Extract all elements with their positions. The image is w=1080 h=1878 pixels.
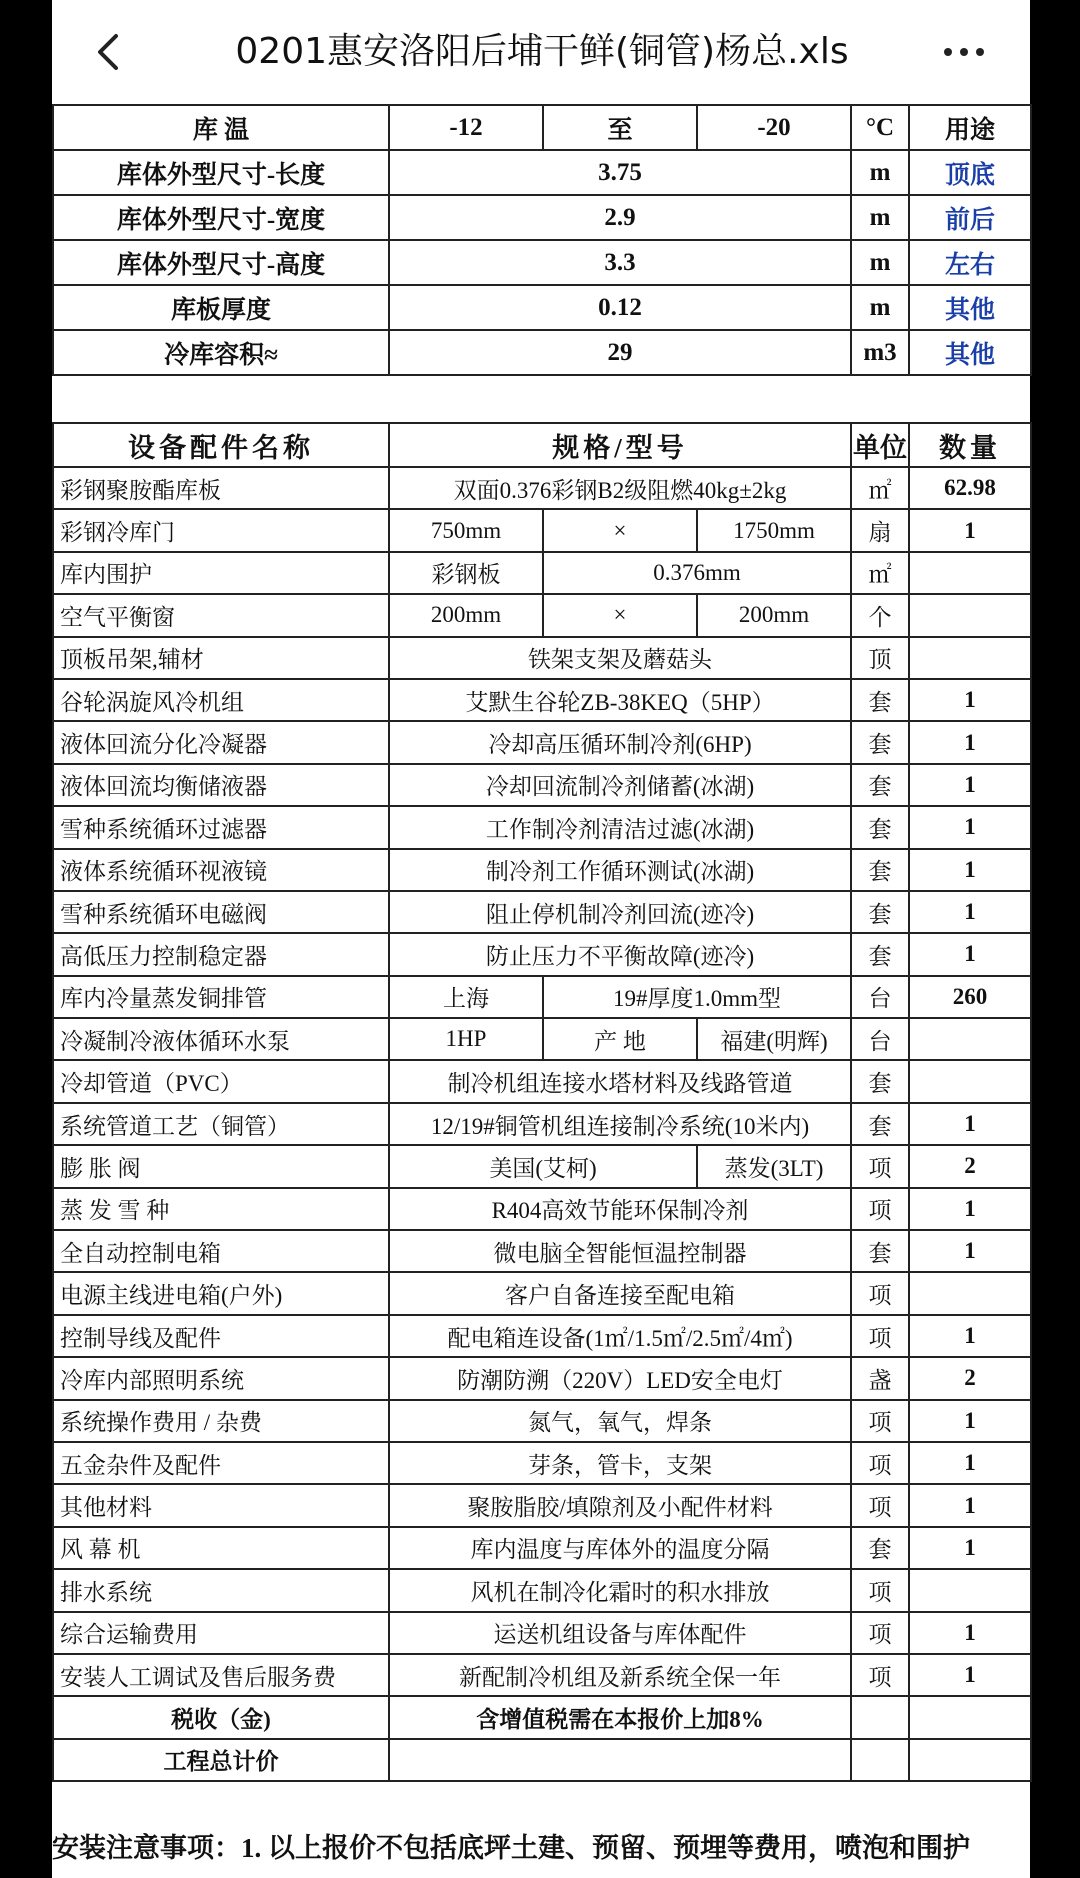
col-header-unit: 单位 [851,423,909,467]
equipment-row [53,1272,1031,1314]
empty-cell [851,1696,909,1738]
item-qty: 1 [909,1230,1031,1272]
item-name: 膨 胀 阀 [53,1145,389,1187]
spec-value: 0.12 [389,285,851,330]
item-spec: 制冷剂工作循环测试(冰湖) [389,849,851,891]
item-qty: 1 [909,933,1031,975]
col-header-qty: 数量 [909,423,1031,467]
equipment-row [53,1484,1031,1526]
spec-row [53,195,1031,240]
item-spec: 冷却高压循环制冷剂(6HP) [389,721,851,763]
equipment-row [53,467,1031,509]
item-spec: 艾默生谷轮ZB-38KEQ（5HP） [389,679,851,721]
spec-side: 其他 [909,330,1031,375]
item-name: 冷凝制冷液体循环水泵 [53,1018,389,1060]
item-qty [909,1060,1031,1102]
item-unit: 个 [851,594,909,636]
spreadsheet-view[interactable] [52,104,1030,1804]
item-unit: 套 [851,721,909,763]
item-unit: 扇 [851,509,909,551]
item-name: 液体回流分化冷凝器 [53,721,389,763]
item-spec: 氮气，氧气，焊条 [389,1400,851,1442]
item-spec-mid: 产 地 [543,1018,697,1060]
item-qty: 1 [909,1315,1031,1357]
equipment-row [53,1527,1031,1569]
item-spec: 双面0.376彩钢B2级阻燃40kg±2kg [389,467,851,509]
item-spec: 客户自备连接至配电箱 [389,1272,851,1314]
item-qty: 1 [909,1442,1031,1484]
item-name: 彩钢冷库门 [53,509,389,551]
item-name: 冷却管道（PVC） [53,1060,389,1102]
item-spec: 配电箱连设备(1㎡/1.5㎡/2.5㎡/4㎡) [389,1315,851,1357]
item-name: 彩钢聚胺酯库板 [53,467,389,509]
item-name: 空气平衡窗 [53,594,389,636]
equipment-row [53,594,1031,636]
spec-side: 前后 [909,195,1031,240]
equipment-row [53,1018,1031,1060]
item-name: 系统操作费用 / 杂费 [53,1400,389,1442]
spec-unit: m [851,285,909,330]
item-spec: 工作制冷剂清洁过滤(冰湖) [389,806,851,848]
empty-cell [851,1739,909,1781]
item-spec: 防潮防溯（220V）LED安全电灯 [389,1357,851,1399]
equipment-row [53,552,1031,594]
spec-label: 库体外型尺寸-宽度 [53,195,389,240]
spec-unit: m [851,240,909,285]
item-name: 液体回流均衡储液器 [53,764,389,806]
spec-side: 顶底 [909,150,1031,195]
item-name: 控制导线及配件 [53,1315,389,1357]
item-spec: R404高效节能环保制冷剂 [389,1188,851,1230]
col-header-spec: 规格/型号 [389,423,851,467]
item-name: 库内围护 [53,552,389,594]
item-spec-a: 200mm [389,594,543,636]
spec-unit: m3 [851,330,909,375]
item-spec-a: 上海 [389,976,543,1018]
item-name: 雪种系统循环电磁阀 [53,891,389,933]
item-qty [909,552,1031,594]
equipment-row [53,806,1031,848]
spec-label: 库体外型尺寸-长度 [53,150,389,195]
item-name: 雪种系统循环过滤器 [53,806,389,848]
phone-screen [52,0,1030,1878]
item-name: 排水系统 [53,1569,389,1611]
total-row [53,1739,1031,1781]
item-unit: 台 [851,1018,909,1060]
item-qty: 1 [909,721,1031,763]
item-name: 安装人工调试及售后服务费 [53,1654,389,1696]
item-name: 五金杂件及配件 [53,1442,389,1484]
total-label: 工程总计价 [53,1739,389,1781]
item-spec-b: 福建(明辉) [697,1018,851,1060]
item-spec: 微电脑全智能恒温控制器 [389,1230,851,1272]
item-spec-a: 1HP [389,1018,543,1060]
equipment-row [53,1060,1031,1102]
item-spec: 12/19#铜管机组连接制冷系统(10米内) [389,1103,851,1145]
item-spec-b: 蒸发(3LT) [697,1145,851,1187]
empty-cell [909,1696,1031,1738]
item-unit: 项 [851,1484,909,1526]
equipment-row [53,721,1031,763]
temp-to: 至 [543,105,697,150]
item-unit: 套 [851,891,909,933]
item-qty [909,594,1031,636]
item-unit: 项 [851,1569,909,1611]
temp-low: -12 [389,105,543,150]
item-unit: 项 [851,1188,909,1230]
equipment-header-row [53,423,1031,467]
item-spec: 运送机组设备与库体配件 [389,1612,851,1654]
equipment-row [53,637,1031,679]
equipment-row [53,679,1031,721]
item-spec: 库内温度与库体外的温度分隔 [389,1527,851,1569]
temp-high: -20 [697,105,851,150]
item-name: 其他材料 [53,1484,389,1526]
item-unit: 顶 [851,637,909,679]
item-unit: 套 [851,933,909,975]
spec-table [52,104,1032,376]
item-spec-a: 美国(艾柯) [389,1145,697,1187]
spec-value: 2.9 [389,195,851,240]
item-qty: 1 [909,509,1031,551]
spec-unit: m [851,195,909,240]
item-unit: 项 [851,1272,909,1314]
item-qty: 1 [909,1654,1031,1696]
item-qty: 2 [909,1357,1031,1399]
equipment-row [53,891,1031,933]
item-qty: 1 [909,1400,1031,1442]
file-title: 0201惠安洛阳后埔干鲜(铜管)杨总.xls [235,31,849,72]
item-name: 风 幕 机 [53,1527,389,1569]
spec-value: 3.75 [389,150,851,195]
item-name: 电源主线进电箱(户外) [53,1272,389,1314]
item-qty: 1 [909,764,1031,806]
equipment-row [53,1400,1031,1442]
item-qty: 1 [909,679,1031,721]
item-qty: 1 [909,1103,1031,1145]
item-spec: 聚胺脂胶/填隙剂及小配件材料 [389,1484,851,1526]
equipment-row [53,1442,1031,1484]
equipment-row [53,1103,1031,1145]
empty-cell [909,1739,1031,1781]
equipment-row [53,1230,1031,1272]
back-button[interactable] [80,22,140,82]
equipment-row [53,1188,1031,1230]
item-qty: 62.98 [909,467,1031,509]
equipment-row [53,976,1031,1018]
item-unit: 台 [851,976,909,1018]
item-qty: 1 [909,891,1031,933]
item-name: 高低压力控制稳定器 [53,933,389,975]
tax-row [53,1696,1031,1738]
item-spec: 芽条，管卡，支架 [389,1442,851,1484]
item-unit: 套 [851,806,909,848]
item-qty: 2 [909,1145,1031,1187]
item-spec: 新配制冷机组及新系统全保一年 [389,1654,851,1696]
item-spec-b: 19#厚度1.0mm型 [543,976,851,1018]
item-unit: ㎡ [851,552,909,594]
item-spec-a: 750mm [389,509,543,551]
more-button[interactable] [924,24,1004,80]
item-spec: 铁架支架及蘑菇头 [389,637,851,679]
item-qty [909,1018,1031,1060]
item-unit: 套 [851,1103,909,1145]
item-unit: 套 [851,1060,909,1102]
spec-side: 用途 [909,105,1031,150]
item-qty [909,637,1031,679]
spec-row [53,150,1031,195]
item-qty: 260 [909,976,1031,1018]
item-unit: 项 [851,1145,909,1187]
item-unit: 套 [851,1527,909,1569]
item-spec: 制冷机组连接水塔材料及线路管道 [389,1060,851,1102]
item-spec-mid: × [543,594,697,636]
equipment-row [53,1357,1031,1399]
tax-label: 税收（金) [53,1696,389,1738]
item-qty: 1 [909,806,1031,848]
item-spec-mid: × [543,509,697,551]
top-bar [52,0,1030,104]
equipment-row [53,1315,1031,1357]
spec-unit: °C [851,105,909,150]
item-qty: 1 [909,1612,1031,1654]
item-spec-a: 彩钢板 [389,552,543,594]
item-name: 冷库内部照明系统 [53,1357,389,1399]
spec-label: 库 温 [53,105,389,150]
item-spec-b: 1750mm [697,509,851,551]
equipment-row [53,933,1031,975]
more-dots-icon [924,24,1004,80]
spec-side: 其他 [909,285,1031,330]
item-name: 库内冷量蒸发铜排管 [53,976,389,1018]
spec-row [53,285,1031,330]
item-qty [909,1569,1031,1611]
item-spec: 冷却回流制冷剂储蓄(冰湖) [389,764,851,806]
item-spec: 防止压力不平衡故障(迹冷) [389,933,851,975]
spec-value: 3.3 [389,240,851,285]
item-unit: 盏 [851,1357,909,1399]
install-note: 安装注意事项：1. 以上报价不包括底坪土建、预留、预埋等费用，喷泡和围护 [52,1833,970,1863]
item-qty: 1 [909,1188,1031,1230]
equipment-row [53,1145,1031,1187]
equipment-row [53,509,1031,551]
col-header-name: 设备配件名称 [53,423,389,467]
item-unit: 项 [851,1612,909,1654]
item-qty: 1 [909,849,1031,891]
item-unit: 项 [851,1400,909,1442]
item-qty: 1 [909,1527,1031,1569]
item-name: 系统管道工艺（铜管） [53,1103,389,1145]
equipment-body [53,467,1031,1696]
equipment-row [53,849,1031,891]
equipment-row [53,1612,1031,1654]
item-name: 顶板吊架,辅材 [53,637,389,679]
chevron-left-icon [80,22,140,82]
equipment-row [53,1654,1031,1696]
spec-row [53,330,1031,375]
item-qty [909,1272,1031,1314]
spec-label: 库板厚度 [53,285,389,330]
item-spec-b: 0.376mm [543,552,851,594]
spec-row [53,105,1031,150]
spec-value: 29 [389,330,851,375]
tax-value: 含增值税需在本报价上加8% [389,1696,851,1738]
item-spec: 阻止停机制冷剂回流(迹冷) [389,891,851,933]
item-name: 液体系统循环视液镜 [53,849,389,891]
item-unit: 套 [851,764,909,806]
spec-label: 库体外型尺寸-高度 [53,240,389,285]
spec-label: 冷库容积≈ [53,330,389,375]
spec-row [53,240,1031,285]
spec-side: 左右 [909,240,1031,285]
item-unit: 套 [851,849,909,891]
item-unit: ㎡ [851,467,909,509]
item-unit: 套 [851,1230,909,1272]
equipment-row [53,1569,1031,1611]
equipment-table [52,422,1032,1782]
item-name: 蒸 发 雪 种 [53,1188,389,1230]
item-spec-b: 200mm [697,594,851,636]
item-name: 全自动控制电箱 [53,1230,389,1272]
item-name: 综合运输费用 [53,1612,389,1654]
item-unit: 项 [851,1442,909,1484]
item-unit: 套 [851,679,909,721]
total-value [389,1739,851,1781]
item-spec: 风机在制冷化霜时的积水排放 [389,1569,851,1611]
equipment-row [53,764,1031,806]
item-name: 谷轮涡旋风冷机组 [53,679,389,721]
item-unit: 项 [851,1315,909,1357]
item-unit: 项 [851,1654,909,1696]
item-qty: 1 [909,1484,1031,1526]
spec-unit: m [851,150,909,195]
